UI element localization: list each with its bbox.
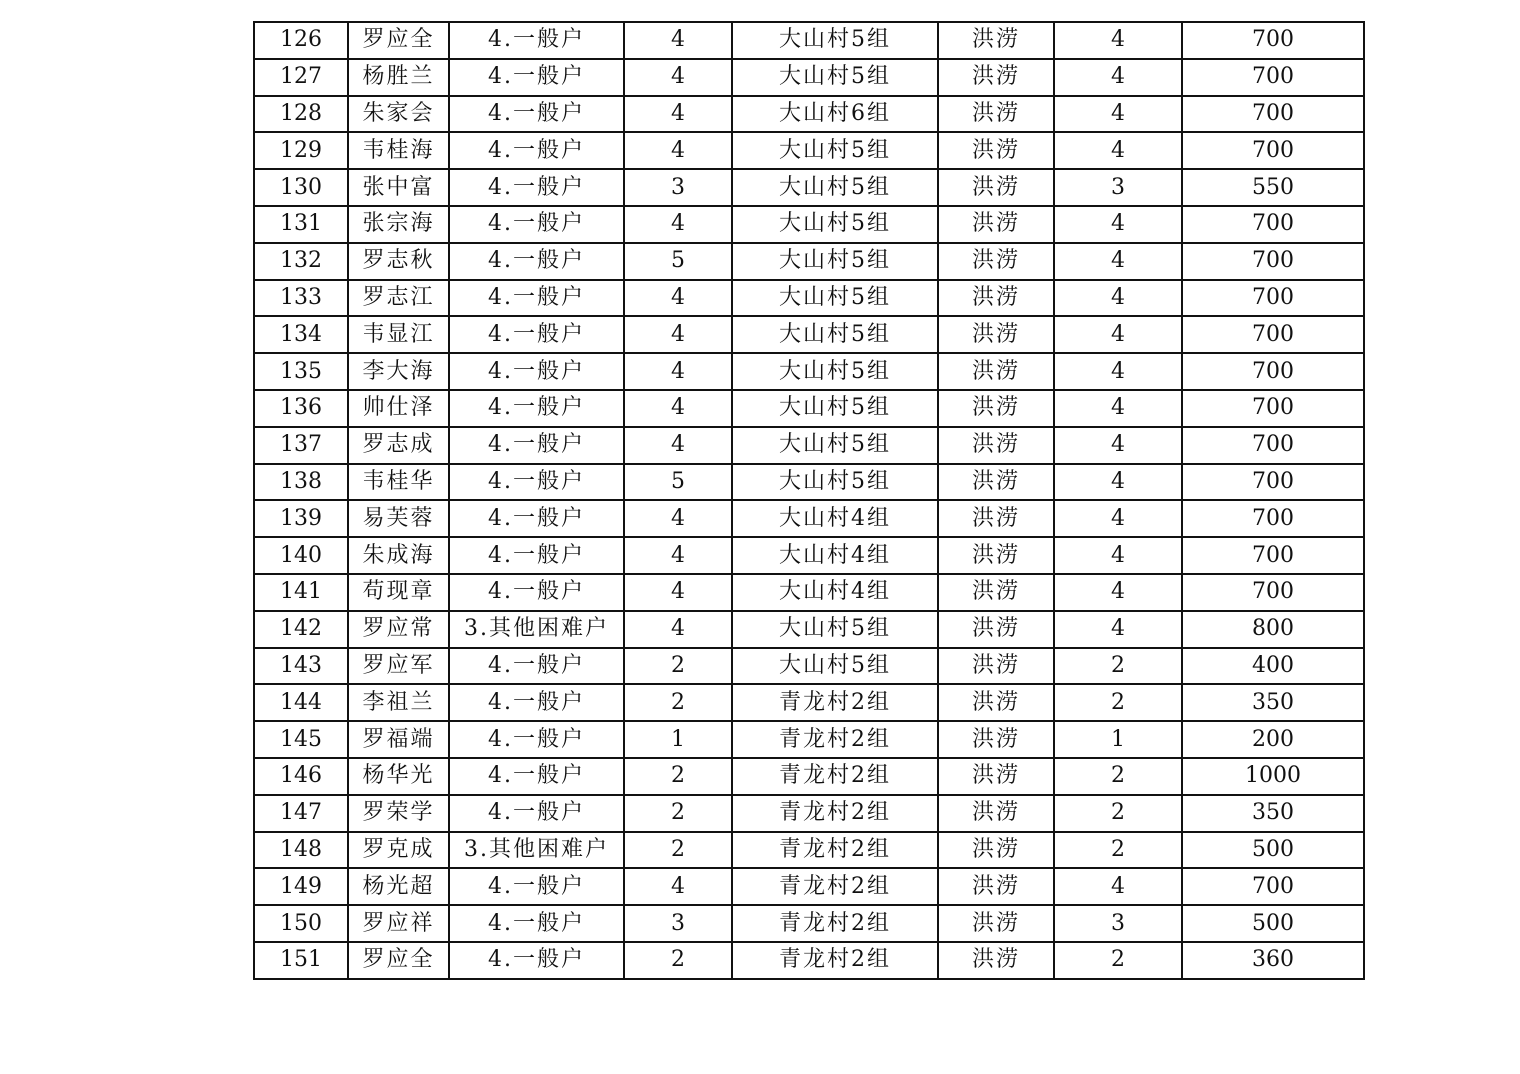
affected-persons-cell: 4 bbox=[1054, 464, 1182, 501]
disaster-type-cell: 洪涝 bbox=[938, 905, 1054, 942]
household-size-cell: 4 bbox=[624, 390, 732, 427]
row-number-cell: 131 bbox=[254, 206, 348, 243]
village-group-cell: 大山村5组 bbox=[732, 427, 938, 464]
household-category-cell: 4.一般户 bbox=[449, 169, 624, 206]
row-number-cell: 127 bbox=[254, 59, 348, 96]
household-size-cell: 4 bbox=[624, 132, 732, 169]
recipient-name-cell: 李祖兰 bbox=[348, 684, 449, 721]
table-row bbox=[254, 537, 1364, 574]
recipient-name-cell: 韦桂华 bbox=[348, 464, 449, 501]
household-size-cell: 4 bbox=[624, 427, 732, 464]
disaster-type-cell: 洪涝 bbox=[938, 132, 1054, 169]
household-category-cell: 4.一般户 bbox=[449, 500, 624, 537]
household-category-cell: 4.一般户 bbox=[449, 96, 624, 133]
household-category-cell: 4.一般户 bbox=[449, 390, 624, 427]
household-category-cell: 4.一般户 bbox=[449, 132, 624, 169]
affected-persons-cell: 4 bbox=[1054, 243, 1182, 280]
disaster-type-cell: 洪涝 bbox=[938, 464, 1054, 501]
table-row bbox=[254, 684, 1364, 721]
affected-persons-cell: 4 bbox=[1054, 59, 1182, 96]
table-row bbox=[254, 59, 1364, 96]
recipient-name-cell: 杨胜兰 bbox=[348, 59, 449, 96]
household-size-cell: 2 bbox=[624, 942, 732, 979]
recipient-name-cell: 韦显江 bbox=[348, 316, 449, 353]
row-number-cell: 129 bbox=[254, 132, 348, 169]
relief-amount-cell: 700 bbox=[1182, 353, 1364, 390]
village-group-cell: 大山村6组 bbox=[732, 96, 938, 133]
row-number-cell: 150 bbox=[254, 905, 348, 942]
row-number-cell: 148 bbox=[254, 832, 348, 869]
village-group-cell: 大山村5组 bbox=[732, 132, 938, 169]
recipient-name-cell: 朱成海 bbox=[348, 537, 449, 574]
disaster-type-cell: 洪涝 bbox=[938, 648, 1054, 685]
relief-amount-cell: 700 bbox=[1182, 206, 1364, 243]
relief-amount-cell: 350 bbox=[1182, 795, 1364, 832]
affected-persons-cell: 4 bbox=[1054, 427, 1182, 464]
household-size-cell: 4 bbox=[624, 206, 732, 243]
village-group-cell: 大山村5组 bbox=[732, 316, 938, 353]
table-row bbox=[254, 721, 1364, 758]
village-group-cell: 大山村4组 bbox=[732, 537, 938, 574]
affected-persons-cell: 4 bbox=[1054, 206, 1182, 243]
affected-persons-cell: 2 bbox=[1054, 832, 1182, 869]
household-category-cell: 4.一般户 bbox=[449, 280, 624, 317]
recipient-name-cell: 苟现章 bbox=[348, 574, 449, 611]
village-group-cell: 大山村5组 bbox=[732, 464, 938, 501]
disaster-type-cell: 洪涝 bbox=[938, 169, 1054, 206]
household-category-cell: 4.一般户 bbox=[449, 795, 624, 832]
row-number-cell: 137 bbox=[254, 427, 348, 464]
table-row bbox=[254, 353, 1364, 390]
table-row bbox=[254, 132, 1364, 169]
household-size-cell: 3 bbox=[624, 169, 732, 206]
relief-amount-cell: 700 bbox=[1182, 316, 1364, 353]
recipient-name-cell: 杨光超 bbox=[348, 868, 449, 905]
row-number-cell: 142 bbox=[254, 611, 348, 648]
table-row bbox=[254, 316, 1364, 353]
relief-amount-cell: 1000 bbox=[1182, 758, 1364, 795]
household-size-cell: 4 bbox=[624, 574, 732, 611]
affected-persons-cell: 3 bbox=[1054, 905, 1182, 942]
recipient-name-cell: 张中富 bbox=[348, 169, 449, 206]
village-group-cell: 大山村5组 bbox=[732, 206, 938, 243]
household-size-cell: 2 bbox=[624, 648, 732, 685]
household-size-cell: 2 bbox=[624, 758, 732, 795]
relief-amount-cell: 400 bbox=[1182, 648, 1364, 685]
relief-amount-cell: 700 bbox=[1182, 243, 1364, 280]
table-row bbox=[254, 574, 1364, 611]
village-group-cell: 大山村5组 bbox=[732, 280, 938, 317]
relief-amount-cell: 500 bbox=[1182, 905, 1364, 942]
recipient-name-cell: 罗应常 bbox=[348, 611, 449, 648]
disaster-type-cell: 洪涝 bbox=[938, 390, 1054, 427]
disaster-type-cell: 洪涝 bbox=[938, 206, 1054, 243]
disaster-type-cell: 洪涝 bbox=[938, 868, 1054, 905]
recipient-name-cell: 李大海 bbox=[348, 353, 449, 390]
relief-amount-cell: 700 bbox=[1182, 59, 1364, 96]
table-row bbox=[254, 206, 1364, 243]
affected-persons-cell: 4 bbox=[1054, 22, 1182, 59]
household-size-cell: 4 bbox=[624, 280, 732, 317]
household-size-cell: 4 bbox=[624, 22, 732, 59]
table-row bbox=[254, 280, 1364, 317]
disaster-type-cell: 洪涝 bbox=[938, 316, 1054, 353]
household-category-cell: 4.一般户 bbox=[449, 464, 624, 501]
household-size-cell: 4 bbox=[624, 500, 732, 537]
village-group-cell: 青龙村2组 bbox=[732, 832, 938, 869]
affected-persons-cell: 1 bbox=[1054, 721, 1182, 758]
village-group-cell: 青龙村2组 bbox=[732, 868, 938, 905]
relief-amount-cell: 700 bbox=[1182, 22, 1364, 59]
recipient-name-cell: 韦桂海 bbox=[348, 132, 449, 169]
relief-amount-cell: 350 bbox=[1182, 684, 1364, 721]
household-size-cell: 4 bbox=[624, 59, 732, 96]
village-group-cell: 大山村5组 bbox=[732, 59, 938, 96]
relief-amount-cell: 700 bbox=[1182, 537, 1364, 574]
table-row bbox=[254, 390, 1364, 427]
relief-amount-cell: 550 bbox=[1182, 169, 1364, 206]
table-row bbox=[254, 758, 1364, 795]
affected-persons-cell: 4 bbox=[1054, 611, 1182, 648]
disaster-type-cell: 洪涝 bbox=[938, 721, 1054, 758]
household-category-cell: 4.一般户 bbox=[449, 574, 624, 611]
disaster-type-cell: 洪涝 bbox=[938, 22, 1054, 59]
table-row bbox=[254, 832, 1364, 869]
relief-roster-table bbox=[253, 21, 1365, 980]
household-category-cell: 4.一般户 bbox=[449, 59, 624, 96]
disaster-type-cell: 洪涝 bbox=[938, 280, 1054, 317]
row-number-cell: 147 bbox=[254, 795, 348, 832]
recipient-name-cell: 罗应军 bbox=[348, 648, 449, 685]
household-category-cell: 3.其他困难户 bbox=[449, 611, 624, 648]
household-category-cell: 4.一般户 bbox=[449, 353, 624, 390]
disaster-type-cell: 洪涝 bbox=[938, 537, 1054, 574]
disaster-type-cell: 洪涝 bbox=[938, 942, 1054, 979]
row-number-cell: 128 bbox=[254, 96, 348, 133]
affected-persons-cell: 2 bbox=[1054, 648, 1182, 685]
recipient-name-cell: 罗志成 bbox=[348, 427, 449, 464]
table-row bbox=[254, 648, 1364, 685]
recipient-name-cell: 张宗海 bbox=[348, 206, 449, 243]
household-category-cell: 4.一般户 bbox=[449, 758, 624, 795]
row-number-cell: 132 bbox=[254, 243, 348, 280]
household-size-cell: 4 bbox=[624, 611, 732, 648]
affected-persons-cell: 4 bbox=[1054, 316, 1182, 353]
relief-amount-cell: 700 bbox=[1182, 96, 1364, 133]
household-size-cell: 4 bbox=[624, 316, 732, 353]
disaster-type-cell: 洪涝 bbox=[938, 832, 1054, 869]
household-category-cell: 4.一般户 bbox=[449, 905, 624, 942]
disaster-type-cell: 洪涝 bbox=[938, 795, 1054, 832]
recipient-name-cell: 罗应全 bbox=[348, 942, 449, 979]
affected-persons-cell: 2 bbox=[1054, 684, 1182, 721]
recipient-name-cell: 朱家会 bbox=[348, 96, 449, 133]
village-group-cell: 青龙村2组 bbox=[732, 721, 938, 758]
household-size-cell: 4 bbox=[624, 537, 732, 574]
row-number-cell: 136 bbox=[254, 390, 348, 427]
village-group-cell: 大山村5组 bbox=[732, 353, 938, 390]
table-row bbox=[254, 500, 1364, 537]
row-number-cell: 126 bbox=[254, 22, 348, 59]
household-category-cell: 4.一般户 bbox=[449, 942, 624, 979]
row-number-cell: 138 bbox=[254, 464, 348, 501]
affected-persons-cell: 2 bbox=[1054, 942, 1182, 979]
village-group-cell: 大山村4组 bbox=[732, 500, 938, 537]
village-group-cell: 大山村5组 bbox=[732, 648, 938, 685]
row-number-cell: 139 bbox=[254, 500, 348, 537]
household-category-cell: 4.一般户 bbox=[449, 648, 624, 685]
recipient-name-cell: 罗应祥 bbox=[348, 905, 449, 942]
village-group-cell: 大山村4组 bbox=[732, 574, 938, 611]
relief-amount-cell: 700 bbox=[1182, 464, 1364, 501]
row-number-cell: 134 bbox=[254, 316, 348, 353]
village-group-cell: 青龙村2组 bbox=[732, 684, 938, 721]
household-size-cell: 2 bbox=[624, 795, 732, 832]
village-group-cell: 大山村5组 bbox=[732, 611, 938, 648]
row-number-cell: 140 bbox=[254, 537, 348, 574]
affected-persons-cell: 2 bbox=[1054, 758, 1182, 795]
household-size-cell: 1 bbox=[624, 721, 732, 758]
village-group-cell: 青龙村2组 bbox=[732, 942, 938, 979]
table-row bbox=[254, 427, 1364, 464]
recipient-name-cell: 罗克成 bbox=[348, 832, 449, 869]
recipient-name-cell: 罗荣学 bbox=[348, 795, 449, 832]
recipient-name-cell: 罗志秋 bbox=[348, 243, 449, 280]
affected-persons-cell: 4 bbox=[1054, 390, 1182, 427]
recipient-name-cell: 易芙蓉 bbox=[348, 500, 449, 537]
village-group-cell: 大山村5组 bbox=[732, 169, 938, 206]
row-number-cell: 133 bbox=[254, 280, 348, 317]
row-number-cell: 146 bbox=[254, 758, 348, 795]
village-group-cell: 大山村5组 bbox=[732, 390, 938, 427]
affected-persons-cell: 4 bbox=[1054, 537, 1182, 574]
row-number-cell: 151 bbox=[254, 942, 348, 979]
disaster-type-cell: 洪涝 bbox=[938, 758, 1054, 795]
household-category-cell: 4.一般户 bbox=[449, 243, 624, 280]
household-size-cell: 4 bbox=[624, 96, 732, 133]
disaster-type-cell: 洪涝 bbox=[938, 243, 1054, 280]
row-number-cell: 143 bbox=[254, 648, 348, 685]
affected-persons-cell: 2 bbox=[1054, 795, 1182, 832]
relief-amount-cell: 700 bbox=[1182, 427, 1364, 464]
relief-amount-cell: 700 bbox=[1182, 280, 1364, 317]
household-category-cell: 4.一般户 bbox=[449, 721, 624, 758]
relief-amount-cell: 360 bbox=[1182, 942, 1364, 979]
relief-amount-cell: 700 bbox=[1182, 500, 1364, 537]
table-row bbox=[254, 868, 1364, 905]
household-category-cell: 4.一般户 bbox=[449, 684, 624, 721]
affected-persons-cell: 4 bbox=[1054, 500, 1182, 537]
household-category-cell: 4.一般户 bbox=[449, 316, 624, 353]
row-number-cell: 135 bbox=[254, 353, 348, 390]
disaster-type-cell: 洪涝 bbox=[938, 59, 1054, 96]
table-row bbox=[254, 169, 1364, 206]
relief-amount-cell: 500 bbox=[1182, 832, 1364, 869]
table-row bbox=[254, 96, 1364, 133]
disaster-type-cell: 洪涝 bbox=[938, 500, 1054, 537]
disaster-type-cell: 洪涝 bbox=[938, 96, 1054, 133]
roster-body bbox=[254, 22, 1364, 979]
relief-amount-cell: 700 bbox=[1182, 132, 1364, 169]
recipient-name-cell: 罗福端 bbox=[348, 721, 449, 758]
household-size-cell: 2 bbox=[624, 832, 732, 869]
household-size-cell: 4 bbox=[624, 868, 732, 905]
recipient-name-cell: 罗志江 bbox=[348, 280, 449, 317]
household-category-cell: 3.其他困难户 bbox=[449, 832, 624, 869]
relief-amount-cell: 700 bbox=[1182, 868, 1364, 905]
household-size-cell: 2 bbox=[624, 684, 732, 721]
household-category-cell: 4.一般户 bbox=[449, 537, 624, 574]
affected-persons-cell: 4 bbox=[1054, 132, 1182, 169]
affected-persons-cell: 4 bbox=[1054, 574, 1182, 611]
table-row bbox=[254, 611, 1364, 648]
recipient-name-cell: 帅仕泽 bbox=[348, 390, 449, 427]
row-number-cell: 145 bbox=[254, 721, 348, 758]
household-category-cell: 4.一般户 bbox=[449, 868, 624, 905]
relief-amount-cell: 700 bbox=[1182, 574, 1364, 611]
table-row bbox=[254, 942, 1364, 979]
table-row bbox=[254, 795, 1364, 832]
disaster-type-cell: 洪涝 bbox=[938, 574, 1054, 611]
village-group-cell: 青龙村2组 bbox=[732, 905, 938, 942]
village-group-cell: 大山村5组 bbox=[732, 243, 938, 280]
affected-persons-cell: 4 bbox=[1054, 96, 1182, 133]
affected-persons-cell: 4 bbox=[1054, 280, 1182, 317]
relief-amount-cell: 200 bbox=[1182, 721, 1364, 758]
disaster-type-cell: 洪涝 bbox=[938, 684, 1054, 721]
village-group-cell: 青龙村2组 bbox=[732, 758, 938, 795]
table-row bbox=[254, 464, 1364, 501]
relief-amount-cell: 800 bbox=[1182, 611, 1364, 648]
table-row bbox=[254, 243, 1364, 280]
household-size-cell: 5 bbox=[624, 243, 732, 280]
household-category-cell: 4.一般户 bbox=[449, 22, 624, 59]
household-size-cell: 5 bbox=[624, 464, 732, 501]
village-group-cell: 大山村5组 bbox=[732, 22, 938, 59]
disaster-type-cell: 洪涝 bbox=[938, 611, 1054, 648]
disaster-type-cell: 洪涝 bbox=[938, 353, 1054, 390]
household-size-cell: 3 bbox=[624, 905, 732, 942]
relief-amount-cell: 700 bbox=[1182, 390, 1364, 427]
village-group-cell: 青龙村2组 bbox=[732, 795, 938, 832]
row-number-cell: 141 bbox=[254, 574, 348, 611]
row-number-cell: 144 bbox=[254, 684, 348, 721]
recipient-name-cell: 罗应全 bbox=[348, 22, 449, 59]
affected-persons-cell: 3 bbox=[1054, 169, 1182, 206]
affected-persons-cell: 4 bbox=[1054, 868, 1182, 905]
household-category-cell: 4.一般户 bbox=[449, 427, 624, 464]
household-size-cell: 4 bbox=[624, 353, 732, 390]
recipient-name-cell: 杨华光 bbox=[348, 758, 449, 795]
row-number-cell: 130 bbox=[254, 169, 348, 206]
disaster-type-cell: 洪涝 bbox=[938, 427, 1054, 464]
table-row bbox=[254, 905, 1364, 942]
household-category-cell: 4.一般户 bbox=[449, 206, 624, 243]
affected-persons-cell: 4 bbox=[1054, 353, 1182, 390]
table-row bbox=[254, 22, 1364, 59]
row-number-cell: 149 bbox=[254, 868, 348, 905]
